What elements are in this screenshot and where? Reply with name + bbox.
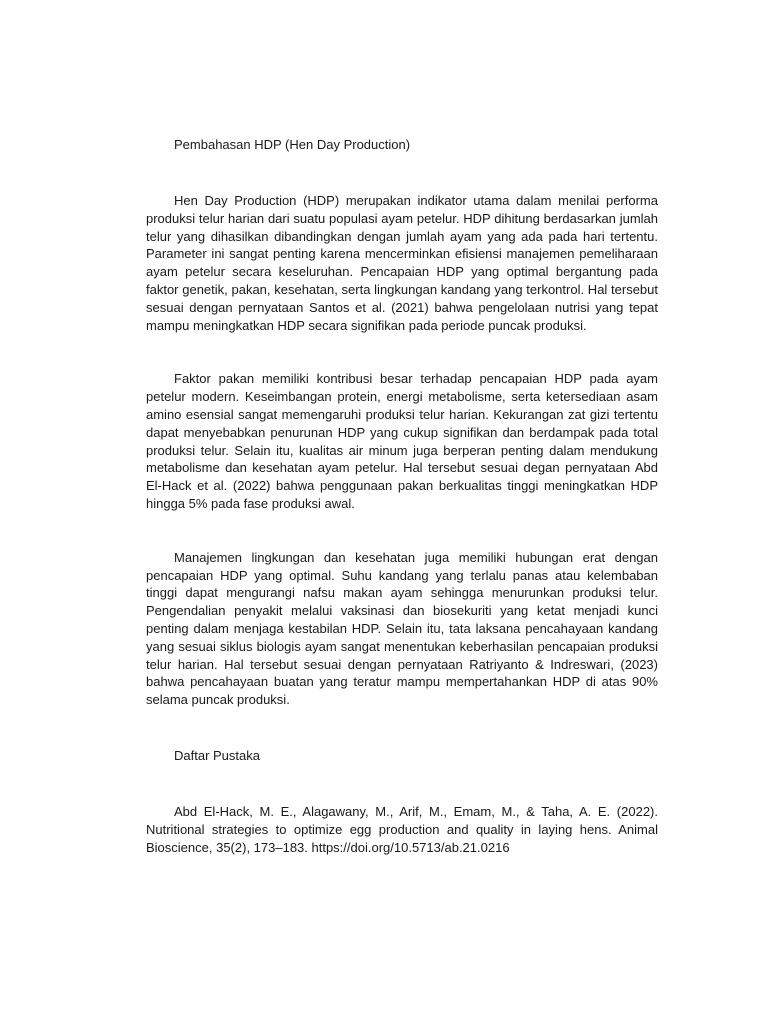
- spacer: [146, 154, 658, 192]
- references-heading: Daftar Pustaka: [174, 747, 260, 763]
- spacer: [146, 709, 658, 747]
- spacer: [146, 513, 658, 549]
- reference-entry: Abd El-Hack, M. E., Alagawany, M., Arif, M., Emam, M., & Taha, A. E. (2022). Nutritional strategies to optimize egg production and quality in laying hens. Animal Bioscience, 35(2), 173–183. https://doi.org/10.5713/ab.21.0216: [146, 803, 658, 855]
- spacer: [146, 334, 658, 370]
- body-paragraph-1: Hen Day Production (HDP) merupakan indikator utama dalam menilai performa produksi telur harian dari suatu populasi ayam petelur. HDP dihitung berdasarkan jumlah telur yang dihasilkan dibandingkan dengan jumlah ayam yang ada pada hari tertentu. Parameter ini sangat penting karena mencerminkan efisiensi manajemen pemeliharaan ayam petelur secara keseluruhan. Pencapaian HDP yang optimal bergantung pada faktor genetik, pakan, kesehatan, serta lingkungan kandang yang terkontrol. Hal tersebut sesuai dengan pernyataan Santos et al. (2021) bahwa pengelolaan nutrisi yang tepat mampu meningkatkan HDP secara signifikan pada periode puncak produksi.: [146, 193, 658, 333]
- body-paragraph-3: Manajemen lingkungan dan kesehatan juga memiliki hubungan erat dengan pencapaian HDP yang optimal. Suhu kandang yang terlalu panas atau kelembaban tinggi dapat mengurangi nafsu makan ayam sehingga menurunkan produksi telur. Pengendalian penyakit melalui vaksinasi dan biosekuriti yang ketat menjadi kunci penting dalam menjaga kestabilan HDP. Selain itu, tata laksana pencahayaan kandang yang sesuai siklus biologis ayam sangat menentukan keberhasilan pencapaian produksi telur harian. Hal tersebut sesuai dengan pernyataan Ratriyanto & Indreswari, (2023) bahwa pencahayaan buatan yang teratur mampu mempertahankan HDP di atas 90% selama puncak produksi.: [146, 549, 658, 708]
- body-paragraph-2: Faktor pakan memiliki kontribusi besar terhadap pencapaian HDP pada ayam petelur modern. Keseimbangan protein, energi metabolisme, serta ketersediaan asam amino esensial sangat memengaruhi produksi telur harian. Kekurangan zat gizi tertentu dapat menyebabkan penurunan HDP yang cukup signifikan dan berdampak pada total produksi telur. Selain itu, kualitas air minum juga berperan penting dalam mendukung metabolisme dan kesehatan ayam petelur. Hal tersebut sesuai degan pernyataan Abd El-Hack et al. (2022) bahwa penggunaan pakan berkualitas tinggi meningkatkan HDP hingga 5% pada fase produksi awal.: [146, 371, 658, 511]
- section-title: Pembahasan HDP (Hen Day Production): [174, 137, 411, 152]
- document-page: [146, 136, 658, 856]
- spacer: [146, 765, 658, 803]
